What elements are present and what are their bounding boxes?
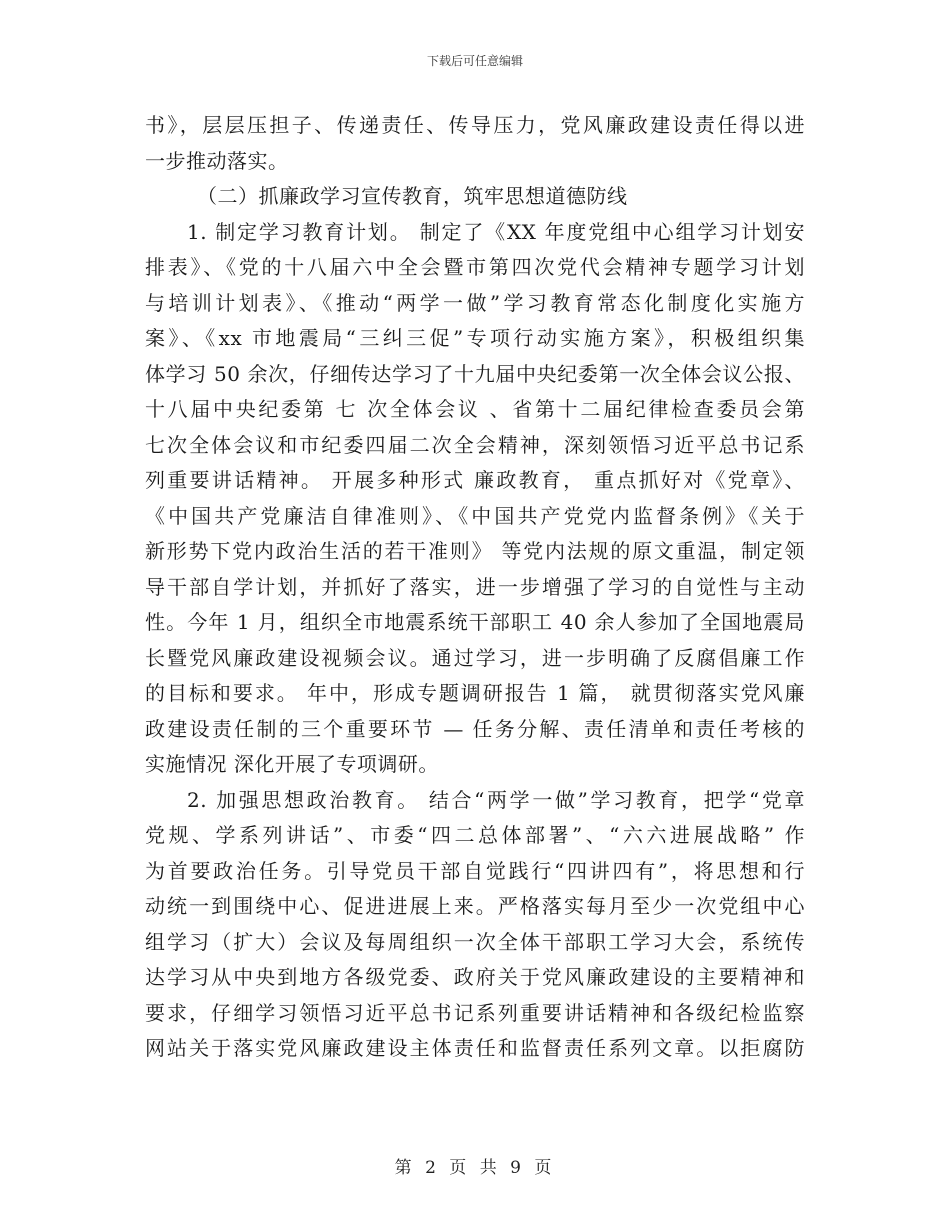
text-line: 《中国共产党廉洁自律准则》、《中国共产党党内监督条例》《关于: [145, 503, 805, 528]
section-heading: （二）抓廉政学习宣传教育，筑牢思想道德防线: [197, 184, 628, 208]
text-line: 导干部自学计划，并抓好了落实，进一步增强了学习的自觉性与主动: [145, 574, 805, 599]
text-line: 的目标和要求。 年中，形成专题调研报告 1 篇， 就贯彻落实党风廉: [145, 681, 805, 705]
text-line: 一步推动落实。: [145, 148, 289, 173]
page-header: 下载后可任意编辑: [426, 54, 523, 68]
text-line: 为首要政治任务。引导党员干部自觉践行“四讲四有”，将思想和行: [145, 858, 805, 883]
text-line: 与培训计划表》、《推动“两学一做”学习教育常态化制度化实施方: [145, 290, 805, 315]
text-line: 党规、学系列讲话”、市委“四二总体部署”、“六六进展战略” 作: [145, 823, 805, 847]
text-line: 七次全体会议和市纪委四届二次全会精神，深刻领悟习近平总书记系: [145, 432, 805, 457]
text-line: 长暨党风廉政建设视频会议。通过学习，进一步明确了反腐倡廉工作: [145, 645, 805, 670]
text-line: 新形势下党内政治生活的若干准则》 等党内法规的原文重温，制定领: [145, 539, 805, 563]
text-line: 体学习 50 余次，仔细传达学习了十九届中央纪委第一次全体会议公报、: [145, 361, 805, 386]
text-line: 排表》、《党的十八届六中全会暨市第四次党代会精神专题学习计划: [145, 255, 805, 279]
text-line: 实施情况 深化开展了专项调研。: [145, 752, 439, 776]
text-line: 网站关于落实党风廉政建设主体责任和监督责任系列文章。以拒腐防: [145, 1036, 805, 1060]
text-line: 书》，层层压担子、传递责任、传导压力，党风廉政建设责任得以进: [145, 113, 805, 137]
text-line: 1. 制定学习教育计划。 制定了《XX 年度党组中心组学习计划安: [187, 219, 805, 244]
text-line: 政建设责任制的三个重要环节 — 任务分解、责任清单和责任考核的: [145, 716, 805, 741]
page-footer: 第 2 页 共 9 页: [394, 1158, 556, 1178]
text-line: 动统一到围绕中心、促进进展上来。严格落实每月至少一次党组中心: [145, 894, 805, 918]
text-line: 达学习从中央到地方各级党委、政府关于党风廉政建设的主要精神和: [145, 965, 805, 989]
text-line: 案》、《xx 市地震局“三纠三促”专项行动实施方案》，积极组织集: [145, 326, 805, 350]
text-line: 性。今年 1 月，组织全市地震系统干部职工 40 余人参加了全国地震局: [145, 610, 805, 634]
text-line: 要求，仔细学习领悟习近平总书记系列重要讲话精神和各级纪检监察: [145, 1000, 805, 1025]
text-line: 2. 加强思想政治教育。 结合“两学一做”学习教育，把学“党章: [187, 787, 805, 812]
text-line: 组学习（扩大）会议及每周组织一次全体干部职工学习大会，系统传: [145, 929, 805, 954]
text-line: 十八届中央纪委第 七 次全体会议 、省第十二届纪律检查委员会第: [145, 397, 805, 421]
document-body: [145, 108, 805, 1067]
text-line: 列重要讲话精神。 开展多种形式 廉政教育， 重点抓好对《党章》、: [145, 468, 805, 492]
